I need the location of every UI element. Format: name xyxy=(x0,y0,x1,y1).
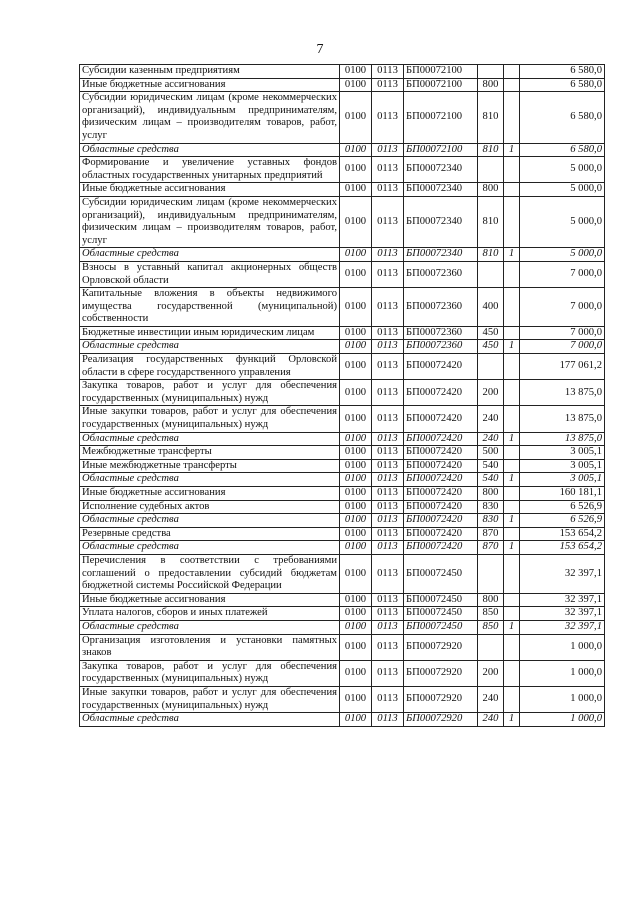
subsection-code-cell: 0113 xyxy=(372,78,404,92)
funding-source-code-cell xyxy=(504,92,520,143)
section-code-cell: 0100 xyxy=(340,446,372,460)
subsection-code-cell: 0113 xyxy=(372,196,404,247)
expense-type-code-cell: 540 xyxy=(478,459,504,473)
funding-source-code-cell: 1 xyxy=(504,143,520,157)
row-name-cell: Областные средства xyxy=(80,432,340,446)
amount-cell: 13 875,0 xyxy=(520,406,605,432)
section-code-cell: 0100 xyxy=(340,634,372,660)
expense-type-code-cell: 240 xyxy=(478,406,504,432)
amount-cell: 7 000,0 xyxy=(520,340,605,354)
expense-type-code-cell: 850 xyxy=(478,620,504,634)
row-name-cell: Субсидии казенным предприятиям xyxy=(80,65,340,79)
subsection-code-cell: 0113 xyxy=(372,593,404,607)
row-name-cell: Иные межбюджетные трансферты xyxy=(80,459,340,473)
expense-type-code-cell: 810 xyxy=(478,196,504,247)
subsection-code-cell: 0113 xyxy=(372,92,404,143)
funding-source-code-cell xyxy=(504,660,520,686)
section-code-cell: 0100 xyxy=(340,686,372,712)
target-article-code-cell: БП00072920 xyxy=(404,660,478,686)
subsection-code-cell: 0113 xyxy=(372,607,404,621)
expense-type-code-cell: 240 xyxy=(478,432,504,446)
funding-source-code-cell xyxy=(504,527,520,541)
target-article-code-cell: БП00072100 xyxy=(404,78,478,92)
row-name-cell: Субсидии юридическим лицам (кроме некоммерческих организаций), индивидуальным предпринимателям, физическим лицам – производителям товаров, работ, услуг xyxy=(80,196,340,247)
target-article-code-cell: БП00072340 xyxy=(404,248,478,262)
amount-cell: 153 654,2 xyxy=(520,527,605,541)
target-article-code-cell: БП00072420 xyxy=(404,541,478,555)
subsection-code-cell: 0113 xyxy=(372,686,404,712)
amount-cell: 13 875,0 xyxy=(520,432,605,446)
amount-cell: 32 397,1 xyxy=(520,620,605,634)
expense-type-code-cell: 400 xyxy=(478,288,504,327)
expense-type-code-cell: 450 xyxy=(478,340,504,354)
row-name-cell: Областные средства xyxy=(80,541,340,555)
funding-source-code-cell xyxy=(504,634,520,660)
expense-type-code-cell: 870 xyxy=(478,541,504,555)
expense-type-code-cell: 850 xyxy=(478,607,504,621)
funding-source-code-cell: 1 xyxy=(504,713,520,727)
target-article-code-cell: БП00072100 xyxy=(404,143,478,157)
table-row xyxy=(80,261,605,287)
subsection-code-cell: 0113 xyxy=(372,446,404,460)
amount-cell: 153 654,2 xyxy=(520,541,605,555)
target-article-code-cell: БП00072420 xyxy=(404,487,478,501)
expense-type-code-cell: 200 xyxy=(478,660,504,686)
table-row xyxy=(80,593,605,607)
subsection-code-cell: 0113 xyxy=(372,248,404,262)
page-number: 7 xyxy=(316,42,324,57)
table-row xyxy=(80,634,605,660)
table-row xyxy=(80,248,605,262)
target-article-code-cell: БП00072360 xyxy=(404,340,478,354)
table-row xyxy=(80,487,605,501)
funding-source-code-cell xyxy=(504,593,520,607)
target-article-code-cell: БП00072420 xyxy=(404,473,478,487)
expense-type-code-cell: 240 xyxy=(478,713,504,727)
funding-source-code-cell xyxy=(504,500,520,514)
amount-cell: 3 005,1 xyxy=(520,473,605,487)
subsection-code-cell: 0113 xyxy=(372,354,404,380)
expense-type-code-cell: 240 xyxy=(478,686,504,712)
target-article-code-cell: БП00072450 xyxy=(404,593,478,607)
table-row xyxy=(80,620,605,634)
expense-type-code-cell: 830 xyxy=(478,514,504,528)
subsection-code-cell: 0113 xyxy=(372,620,404,634)
row-name-cell: Резервные средства xyxy=(80,527,340,541)
section-code-cell: 0100 xyxy=(340,607,372,621)
subsection-code-cell: 0113 xyxy=(372,541,404,555)
row-name-cell: Закупка товаров, работ и услуг для обеспечения государственных (муниципальных) нужд xyxy=(80,380,340,406)
row-name-cell: Организация изготовления и установки памятных знаков xyxy=(80,634,340,660)
section-code-cell: 0100 xyxy=(340,541,372,555)
funding-source-code-cell xyxy=(504,196,520,247)
section-code-cell: 0100 xyxy=(340,406,372,432)
subsection-code-cell: 0113 xyxy=(372,183,404,197)
expense-type-code-cell: 810 xyxy=(478,92,504,143)
amount-cell: 1 000,0 xyxy=(520,660,605,686)
amount-cell: 3 005,1 xyxy=(520,446,605,460)
funding-source-code-cell xyxy=(504,554,520,593)
target-article-code-cell: БП00072100 xyxy=(404,92,478,143)
funding-source-code-cell xyxy=(504,157,520,183)
row-name-cell: Областные средства xyxy=(80,340,340,354)
section-code-cell: 0100 xyxy=(340,660,372,686)
table-row xyxy=(80,92,605,143)
section-code-cell: 0100 xyxy=(340,500,372,514)
row-name-cell: Областные средства xyxy=(80,143,340,157)
table-row xyxy=(80,500,605,514)
table-row xyxy=(80,157,605,183)
section-code-cell: 0100 xyxy=(340,78,372,92)
row-name-cell: Субсидии юридическим лицам (кроме некоммерческих организаций), индивидуальным предпринимателям, физическим лицам – производителям товаров, работ, услуг xyxy=(80,92,340,143)
target-article-code-cell: БП00072340 xyxy=(404,196,478,247)
row-name-cell: Иные закупки товаров, работ и услуг для обеспечения государственных (муниципальных) нужд xyxy=(80,406,340,432)
subsection-code-cell: 0113 xyxy=(372,634,404,660)
row-name-cell: Закупка товаров, работ и услуг для обеспечения государственных (муниципальных) нужд xyxy=(80,660,340,686)
row-name-cell: Формирование и увеличение уставных фондов областных государственных унитарных предприятий xyxy=(80,157,340,183)
table-row xyxy=(80,446,605,460)
section-code-cell: 0100 xyxy=(340,92,372,143)
row-name-cell: Областные средства xyxy=(80,473,340,487)
amount-cell: 7 000,0 xyxy=(520,261,605,287)
expense-type-code-cell: 800 xyxy=(478,593,504,607)
section-code-cell: 0100 xyxy=(340,432,372,446)
target-article-code-cell: БП00072920 xyxy=(404,686,478,712)
target-article-code-cell: БП00072920 xyxy=(404,634,478,660)
funding-source-code-cell xyxy=(504,380,520,406)
amount-cell: 32 397,1 xyxy=(520,554,605,593)
target-article-code-cell: БП00072360 xyxy=(404,326,478,340)
amount-cell: 6 580,0 xyxy=(520,78,605,92)
amount-cell: 160 181,1 xyxy=(520,487,605,501)
table-row xyxy=(80,143,605,157)
expense-type-code-cell: 870 xyxy=(478,527,504,541)
target-article-code-cell: БП00072420 xyxy=(404,446,478,460)
expense-type-code-cell: 800 xyxy=(478,183,504,197)
amount-cell: 6 526,9 xyxy=(520,500,605,514)
funding-source-code-cell xyxy=(504,686,520,712)
table-row xyxy=(80,473,605,487)
amount-cell: 32 397,1 xyxy=(520,607,605,621)
amount-cell: 1 000,0 xyxy=(520,634,605,660)
row-name-cell: Иные бюджетные ассигнования xyxy=(80,593,340,607)
row-name-cell: Иные бюджетные ассигнования xyxy=(80,487,340,501)
amount-cell: 6 526,9 xyxy=(520,514,605,528)
amount-cell: 5 000,0 xyxy=(520,248,605,262)
table-row xyxy=(80,514,605,528)
table-row xyxy=(80,65,605,79)
section-code-cell: 0100 xyxy=(340,340,372,354)
subsection-code-cell: 0113 xyxy=(372,713,404,727)
subsection-code-cell: 0113 xyxy=(372,487,404,501)
section-code-cell: 0100 xyxy=(340,487,372,501)
expense-type-code-cell: 800 xyxy=(478,78,504,92)
target-article-code-cell: БП00072450 xyxy=(404,607,478,621)
budget-table-body xyxy=(80,65,605,727)
table-row xyxy=(80,354,605,380)
table-row xyxy=(80,288,605,327)
table-row xyxy=(80,326,605,340)
subsection-code-cell: 0113 xyxy=(372,380,404,406)
section-code-cell: 0100 xyxy=(340,143,372,157)
funding-source-code-cell: 1 xyxy=(504,541,520,555)
subsection-code-cell: 0113 xyxy=(372,326,404,340)
expense-type-code-cell: 830 xyxy=(478,500,504,514)
table-row xyxy=(80,380,605,406)
row-name-cell: Исполнение судебных актов xyxy=(80,500,340,514)
expense-type-code-cell xyxy=(478,354,504,380)
section-code-cell: 0100 xyxy=(340,65,372,79)
expense-type-code-cell: 450 xyxy=(478,326,504,340)
amount-cell: 6 580,0 xyxy=(520,65,605,79)
amount-cell: 1 000,0 xyxy=(520,686,605,712)
target-article-code-cell: БП00072450 xyxy=(404,620,478,634)
target-article-code-cell: БП00072420 xyxy=(404,406,478,432)
funding-source-code-cell xyxy=(504,354,520,380)
subsection-code-cell: 0113 xyxy=(372,514,404,528)
expense-type-code-cell: 540 xyxy=(478,473,504,487)
amount-cell: 6 580,0 xyxy=(520,143,605,157)
funding-source-code-cell xyxy=(504,288,520,327)
row-name-cell: Иные бюджетные ассигнования xyxy=(80,78,340,92)
subsection-code-cell: 0113 xyxy=(372,340,404,354)
expense-type-code-cell: 500 xyxy=(478,446,504,460)
funding-source-code-cell: 1 xyxy=(504,248,520,262)
target-article-code-cell: БП00072420 xyxy=(404,459,478,473)
row-name-cell: Уплата налогов, сборов и иных платежей xyxy=(80,607,340,621)
target-article-code-cell: БП00072360 xyxy=(404,261,478,287)
amount-cell: 177 061,2 xyxy=(520,354,605,380)
section-code-cell: 0100 xyxy=(340,620,372,634)
subsection-code-cell: 0113 xyxy=(372,432,404,446)
section-code-cell: 0100 xyxy=(340,196,372,247)
subsection-code-cell: 0113 xyxy=(372,500,404,514)
funding-source-code-cell xyxy=(504,487,520,501)
expense-type-code-cell: 810 xyxy=(478,248,504,262)
target-article-code-cell: БП00072420 xyxy=(404,380,478,406)
section-code-cell: 0100 xyxy=(340,527,372,541)
target-article-code-cell: БП00072420 xyxy=(404,514,478,528)
target-article-code-cell: БП00072360 xyxy=(404,288,478,327)
funding-source-code-cell xyxy=(504,459,520,473)
table-row xyxy=(80,78,605,92)
funding-source-code-cell: 1 xyxy=(504,473,520,487)
target-article-code-cell: БП00072420 xyxy=(404,432,478,446)
table-row xyxy=(80,196,605,247)
amount-cell: 7 000,0 xyxy=(520,326,605,340)
expense-type-code-cell xyxy=(478,261,504,287)
table-row xyxy=(80,686,605,712)
amount-cell: 32 397,1 xyxy=(520,593,605,607)
table-row xyxy=(80,527,605,541)
amount-cell: 13 875,0 xyxy=(520,380,605,406)
row-name-cell: Реализация государственных функций Орловской области в сфере государственного управления xyxy=(80,354,340,380)
amount-cell: 7 000,0 xyxy=(520,288,605,327)
subsection-code-cell: 0113 xyxy=(372,288,404,327)
subsection-code-cell: 0113 xyxy=(372,554,404,593)
row-name-cell: Бюджетные инвестиции иным юридическим лицам xyxy=(80,326,340,340)
funding-source-code-cell xyxy=(504,65,520,79)
section-code-cell: 0100 xyxy=(340,183,372,197)
section-code-cell: 0100 xyxy=(340,261,372,287)
target-article-code-cell: БП00072450 xyxy=(404,554,478,593)
row-name-cell: Областные средства xyxy=(80,514,340,528)
funding-source-code-cell xyxy=(504,261,520,287)
table-row xyxy=(80,406,605,432)
row-name-cell: Взносы в уставный капитал акционерных обществ Орловской области xyxy=(80,261,340,287)
amount-cell: 3 005,1 xyxy=(520,459,605,473)
funding-source-code-cell xyxy=(504,607,520,621)
row-name-cell: Перечисления в соответствии с требованиями соглашений о предоставлении субсидий бюджетам бюджетной системы Российской Федерации xyxy=(80,554,340,593)
target-article-code-cell: БП00072420 xyxy=(404,354,478,380)
amount-cell: 1 000,0 xyxy=(520,713,605,727)
table-row xyxy=(80,340,605,354)
amount-cell: 6 580,0 xyxy=(520,92,605,143)
section-code-cell: 0100 xyxy=(340,354,372,380)
funding-source-code-cell xyxy=(504,446,520,460)
row-name-cell: Межбюджетные трансферты xyxy=(80,446,340,460)
section-code-cell: 0100 xyxy=(340,554,372,593)
amount-cell: 5 000,0 xyxy=(520,157,605,183)
amount-cell: 5 000,0 xyxy=(520,196,605,247)
subsection-code-cell: 0113 xyxy=(372,143,404,157)
funding-source-code-cell: 1 xyxy=(504,620,520,634)
funding-source-code-cell xyxy=(504,78,520,92)
expense-type-code-cell xyxy=(478,554,504,593)
funding-source-code-cell: 1 xyxy=(504,432,520,446)
subsection-code-cell: 0113 xyxy=(372,65,404,79)
expense-type-code-cell xyxy=(478,157,504,183)
subsection-code-cell: 0113 xyxy=(372,406,404,432)
target-article-code-cell: БП00072100 xyxy=(404,65,478,79)
section-code-cell: 0100 xyxy=(340,157,372,183)
row-name-cell: Иные бюджетные ассигнования xyxy=(80,183,340,197)
row-name-cell: Капитальные вложения в объекты недвижимого имущества государственной (муниципальной) собственности xyxy=(80,288,340,327)
section-code-cell: 0100 xyxy=(340,248,372,262)
subsection-code-cell: 0113 xyxy=(372,660,404,686)
row-name-cell: Областные средства xyxy=(80,248,340,262)
funding-source-code-cell: 1 xyxy=(504,514,520,528)
subsection-code-cell: 0113 xyxy=(372,261,404,287)
table-row xyxy=(80,713,605,727)
table-row xyxy=(80,607,605,621)
funding-source-code-cell xyxy=(504,406,520,432)
row-name-cell: Иные закупки товаров, работ и услуг для обеспечения государственных (муниципальных) нужд xyxy=(80,686,340,712)
subsection-code-cell: 0113 xyxy=(372,459,404,473)
subsection-code-cell: 0113 xyxy=(372,157,404,183)
table-row xyxy=(80,183,605,197)
subsection-code-cell: 0113 xyxy=(372,473,404,487)
funding-source-code-cell: 1 xyxy=(504,340,520,354)
funding-source-code-cell xyxy=(504,183,520,197)
section-code-cell: 0100 xyxy=(340,473,372,487)
row-name-cell: Областные средства xyxy=(80,713,340,727)
table-row xyxy=(80,554,605,593)
subsection-code-cell: 0113 xyxy=(372,527,404,541)
section-code-cell: 0100 xyxy=(340,288,372,327)
amount-cell: 5 000,0 xyxy=(520,183,605,197)
target-article-code-cell: БП00072420 xyxy=(404,500,478,514)
section-code-cell: 0100 xyxy=(340,380,372,406)
table-row xyxy=(80,660,605,686)
target-article-code-cell: БП00072340 xyxy=(404,157,478,183)
target-article-code-cell: БП00072340 xyxy=(404,183,478,197)
row-name-cell: Областные средства xyxy=(80,620,340,634)
table-row xyxy=(80,432,605,446)
funding-source-code-cell xyxy=(504,326,520,340)
budget-table xyxy=(79,64,605,727)
section-code-cell: 0100 xyxy=(340,713,372,727)
section-code-cell: 0100 xyxy=(340,593,372,607)
target-article-code-cell: БП00072920 xyxy=(404,713,478,727)
section-code-cell: 0100 xyxy=(340,514,372,528)
table-row xyxy=(80,459,605,473)
section-code-cell: 0100 xyxy=(340,459,372,473)
section-code-cell: 0100 xyxy=(340,326,372,340)
expense-type-code-cell: 800 xyxy=(478,487,504,501)
target-article-code-cell: БП00072420 xyxy=(404,527,478,541)
expense-type-code-cell: 200 xyxy=(478,380,504,406)
expense-type-code-cell xyxy=(478,65,504,79)
expense-type-code-cell xyxy=(478,634,504,660)
table-row xyxy=(80,541,605,555)
expense-type-code-cell: 810 xyxy=(478,143,504,157)
